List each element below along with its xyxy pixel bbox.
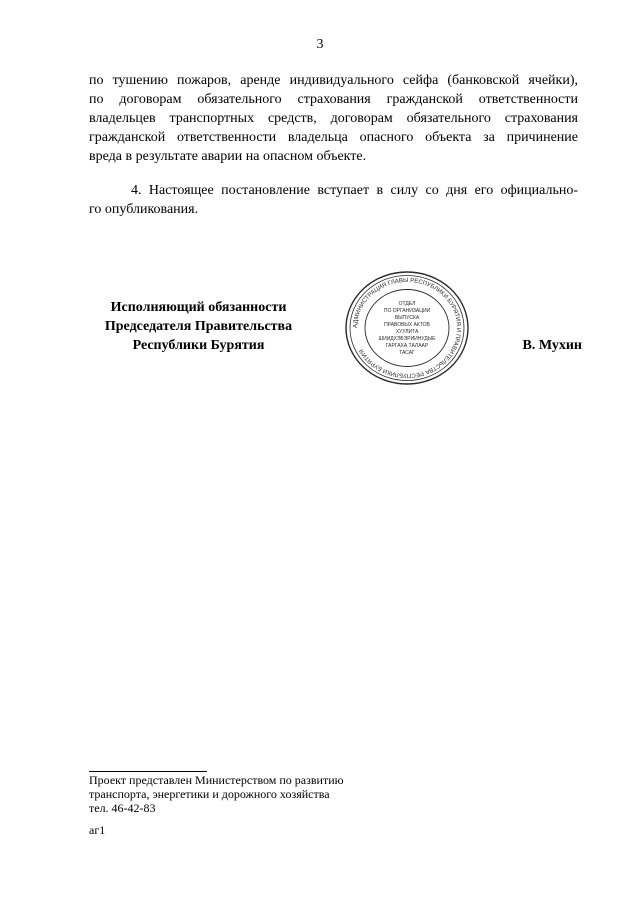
- signatory-title: [85, 298, 312, 355]
- seal-center-line: ПРАВОВЫХ АКТОВ: [384, 322, 430, 328]
- footnote-divider: [89, 771, 207, 772]
- signer-name: В. Мухин: [522, 338, 582, 353]
- author-code: аг1: [89, 823, 106, 837]
- paragraph-line: гражданской ответственности владельца опасного объекта за причинение: [89, 130, 578, 145]
- signatory-title-line: Председателя Правительства: [104, 319, 293, 334]
- seal-outer-ring-inner: [350, 276, 464, 381]
- seal-center-line: ГАРГАХА ТАЛААР: [385, 343, 429, 349]
- seal-center-line: ВЫПУСКА: [394, 315, 420, 321]
- paragraph-line: по тушению пожаров, аренде индивидуального сейфа (банковской ячейки),: [89, 73, 578, 88]
- paragraph-line: го опубликования.: [89, 202, 199, 217]
- body-paragraph-effective-date: [89, 181, 578, 219]
- footnote-line: транспорта, энергетики и дорожного хозяйства: [89, 787, 330, 801]
- paragraph-line: по договорам обязательного страхования гражданской ответственности: [89, 92, 578, 107]
- seal-center-line: ПО ОРГАНИЗАЦИИ: [383, 308, 431, 314]
- paragraph-line: 4. Настоящее постановление вступает в силу со дня его официально-: [131, 183, 578, 198]
- seal-center-line: ОТДЕЛ: [398, 301, 416, 307]
- seal-center-line: ТАСАГ: [399, 350, 415, 356]
- seal-center-line: ХУУЛИТА: [395, 329, 419, 335]
- signatory-title-line: Исполняющий обязанности: [110, 300, 287, 315]
- paragraph-line: владельцев транспортных средств, договорам обязательного страхования: [89, 111, 578, 126]
- signatory-title-line: Республики Бурятия: [132, 338, 265, 353]
- body-paragraph-continuation: [89, 71, 578, 166]
- page-number: 3: [316, 37, 324, 52]
- seal-ring-text: АДМИНИСТРАЦИЯ ГЛАВЫ РЕСПУБЛИКИ БУРЯТИЯ И ПРАВИТЕЛЬСТВА РЕСПУБЛИКИ БУРЯТИЯ: [352, 277, 462, 379]
- seal-center-text: [379, 301, 437, 356]
- seal-center-line: ШИИДХЭБЭРИИНУДЫЕ: [378, 336, 436, 342]
- seal-outer-ring: [346, 272, 468, 384]
- footnote-phone: тел. 46-42-83: [89, 801, 156, 815]
- footnote: [89, 773, 449, 815]
- footnote-line: Проект представлен Министерством по развитию: [89, 773, 344, 787]
- official-seal-stamp: [344, 270, 470, 386]
- paragraph-line: вреда в результате аварии на опасном объекте.: [89, 149, 367, 164]
